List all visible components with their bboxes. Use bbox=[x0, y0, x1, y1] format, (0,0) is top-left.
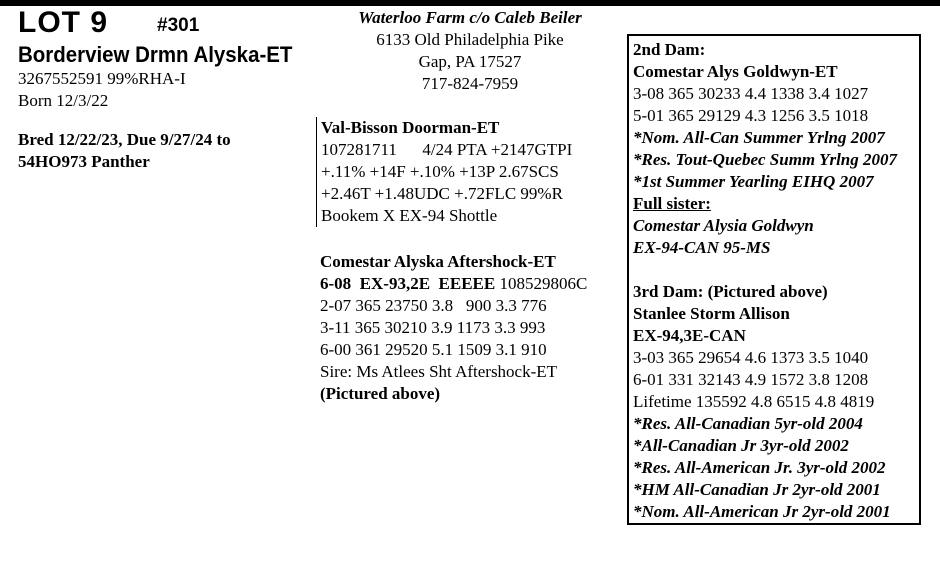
dam-classification: 6-08 EX-93,2E EEEEE bbox=[320, 274, 496, 293]
animal-name: Borderview Drmn Alyska-ET bbox=[18, 42, 293, 67]
bred-line-1: Bred 12/22/23, Due 9/27/24 to bbox=[18, 130, 231, 149]
third-dam-name: Stanlee Storm Allison bbox=[633, 304, 790, 323]
animal-info bbox=[18, 68, 186, 112]
second-dam-record: 3-08 365 30233 4.4 1338 3.4 1027 bbox=[633, 84, 869, 103]
dam-block bbox=[320, 251, 587, 405]
consignor-block bbox=[300, 7, 640, 95]
dam-sire-line: Sire: Ms Atlees Sht Aftershock-ET bbox=[320, 362, 558, 381]
second-dam-honor: *1st Summer Yearling EIHQ 2007 bbox=[633, 172, 874, 191]
third-dam-heading: 3rd Dam: (Pictured above) bbox=[633, 282, 828, 301]
full-sister-classification: EX-94-CAN 95-MS bbox=[633, 238, 771, 257]
sire-line-4: Bookem X EX-94 Shottle bbox=[321, 206, 498, 225]
third-dam-honor: *HM All-Canadian Jr 2yr-old 2001 bbox=[633, 480, 881, 499]
dam-class-line bbox=[320, 273, 587, 295]
consignor-phone: 717-824-7959 bbox=[421, 74, 519, 93]
sire-block bbox=[316, 117, 572, 227]
lot-label: LOT 9 bbox=[18, 6, 109, 39]
third-dam-honor: *Nom. All-American Jr 2yr-old 2001 bbox=[633, 502, 891, 521]
consignor-address: 6133 Old Philadelphia Pike bbox=[376, 30, 564, 49]
full-sister-heading: Full sister: bbox=[633, 194, 711, 213]
third-dam-record: 6-01 331 32143 4.9 1572 3.8 1208 bbox=[633, 370, 869, 389]
dam-registration: 108529806C bbox=[499, 274, 588, 293]
second-dam-record: 5-01 365 29129 4.3 1256 3.5 1018 bbox=[633, 106, 869, 125]
dam-record-row: 3-11 365 30210 3.9 1173 3.3 993 bbox=[320, 318, 546, 337]
third-dam-honor: *Res. All-American Jr. 3yr-old 2002 bbox=[633, 458, 886, 477]
dam-pictured-note: (Pictured above) bbox=[320, 384, 441, 403]
third-dam-lifetime: Lifetime 135592 4.8 6515 4.8 4819 bbox=[633, 392, 875, 411]
bred-line-2: 54HO973 Panther bbox=[18, 152, 150, 171]
second-dam-honor: *Res. Tout-Quebec Summ Yrlng 2007 bbox=[633, 150, 898, 169]
lot-number: #301 bbox=[157, 15, 200, 36]
second-dam-honor: *Nom. All-Can Summer Yrlng 2007 bbox=[633, 128, 885, 147]
third-dam-classification: EX-94,3E-CAN bbox=[633, 326, 746, 345]
full-sister-name: Comestar Alysia Goldwyn bbox=[633, 216, 814, 235]
sire-line-1: 107281711 4/24 PTA +2147GTPI bbox=[321, 140, 573, 159]
third-dam-record: 3-03 365 29654 4.6 1373 3.5 1040 bbox=[633, 348, 869, 367]
spacer bbox=[633, 259, 919, 281]
second-dam-name: Comestar Alys Goldwyn-ET bbox=[633, 62, 838, 81]
sire-name: Val-Bisson Doorman-ET bbox=[321, 118, 500, 137]
breeding-info bbox=[18, 129, 231, 173]
consignor-city: Gap, PA 17527 bbox=[418, 52, 522, 71]
pedigree-box bbox=[627, 34, 921, 525]
sire-line-2: +.11% +14F +.10% +13P 2.67SCS bbox=[321, 162, 559, 181]
third-dam-honor: *All-Canadian Jr 3yr-old 2002 bbox=[633, 436, 849, 455]
dam-record-row: 2-07 365 23750 3.8 900 3.3 776 bbox=[320, 296, 547, 315]
top-border bbox=[0, 0, 940, 6]
third-dam-honor: *Res. All-Canadian 5yr-old 2004 bbox=[633, 414, 863, 433]
sire-line-3: +2.46T +1.48UDC +.72FLC 99%R bbox=[321, 184, 563, 203]
animal-born: Born 12/3/22 bbox=[18, 91, 109, 110]
consignor-name: Waterloo Farm c/o Caleb Beiler bbox=[358, 8, 582, 27]
dam-record-row: 6-00 361 29520 5.1 1509 3.1 910 bbox=[320, 340, 547, 359]
dam-name: Comestar Alyska Aftershock-ET bbox=[320, 252, 556, 271]
second-dam-heading: 2nd Dam: bbox=[633, 40, 706, 59]
animal-id-line: 3267552591 99%RHA-I bbox=[18, 69, 186, 88]
